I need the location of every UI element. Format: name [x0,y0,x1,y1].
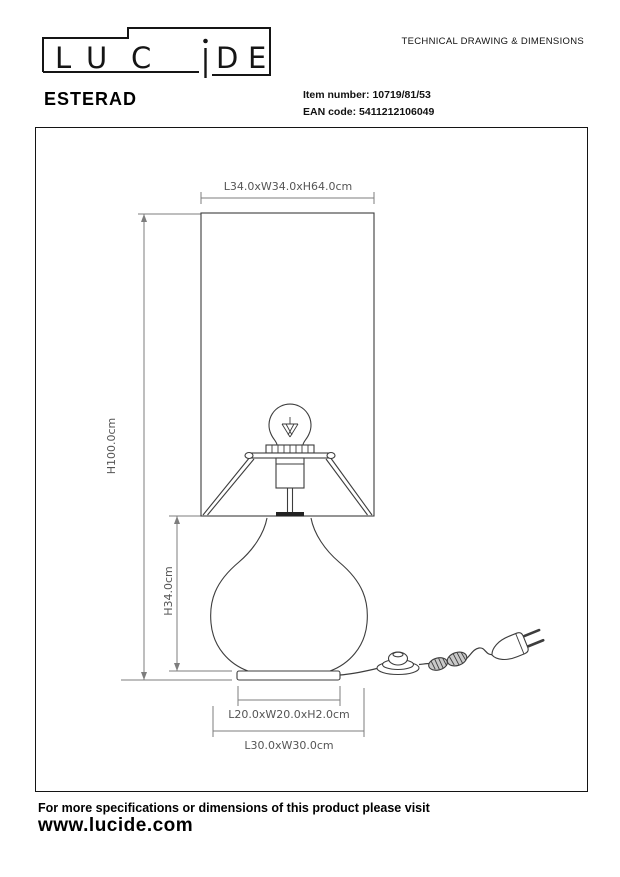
light-bulb-icon [269,404,311,445]
plug-pins [524,630,543,646]
logo-letter-c: C [131,41,152,75]
item-number-label: Item number: [303,89,370,101]
lamp-socket [245,445,335,488]
logo-letter-e: E [248,41,267,75]
doc-title: TECHNICAL DRAWING & DIMENSIONS [401,36,584,47]
lamp-drawing [201,213,545,680]
shade-dim-line [201,192,374,204]
website-url: www.lucide.com [38,815,194,836]
drawing-frame [35,127,588,792]
logo-letter-u: U [86,41,108,75]
footer-note: For more specifications or dimensions of this product please visit [38,801,430,815]
ean-value: 5411212106049 [359,106,435,118]
body-height-dim-line [169,516,232,671]
glass-base [211,518,368,671]
body-width-label: L30.0xW30.0cm [244,739,334,752]
page-title: ESTERAD [44,89,138,109]
plinth-dim-line [238,686,340,706]
product-codes [303,87,434,121]
plinth-dim-label: L20.0xW20.0xH2.0cm [228,708,350,721]
stem-collar [276,512,304,517]
lamp-stem [288,488,293,512]
logo-letter-d: D [216,41,239,75]
body-height-label: H34.0cm [162,566,175,616]
logo-letter-l: L [55,41,72,75]
base-plinth [237,671,340,680]
power-plug [488,625,545,665]
item-number-value: 10719/81/53 [372,89,431,101]
total-height-label: H100.0cm [105,417,118,475]
cord-knots [427,650,468,672]
ean-label: EAN code: [303,106,357,118]
shade-dim-label: L34.0xW34.0xH64.0cm [223,180,353,193]
shade-ring [249,453,331,458]
lamp-technical-drawing [36,128,587,791]
foot-switch [377,652,419,675]
lucide-logo [40,25,275,85]
logo-letter-i [203,39,208,78]
